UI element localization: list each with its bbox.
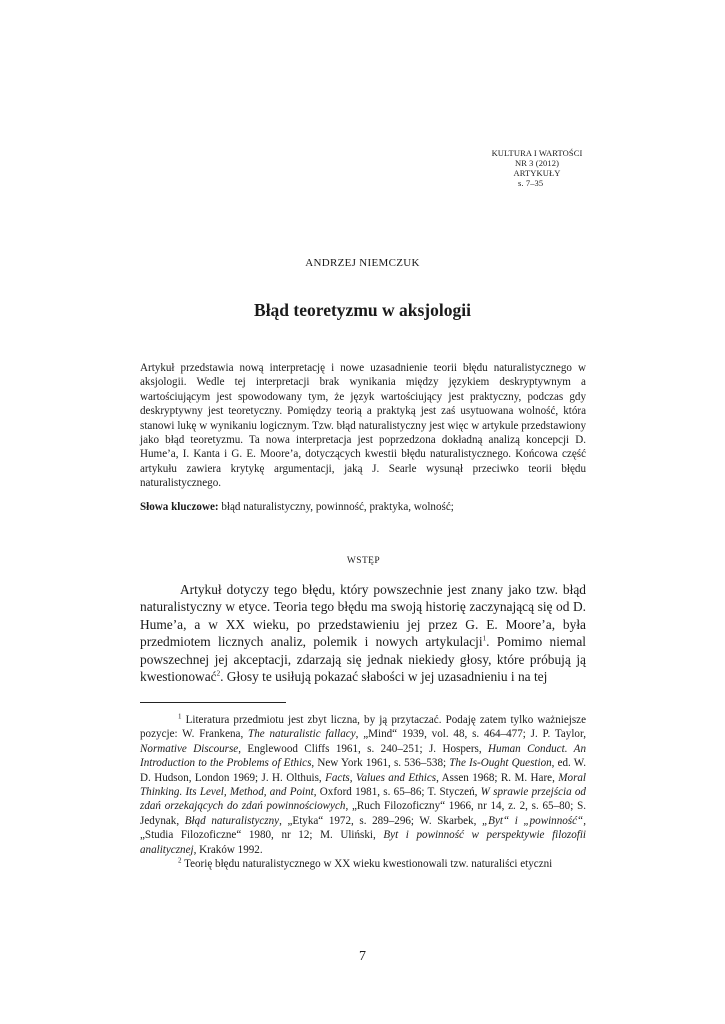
cited-title: Błąd naturalistyczny	[184, 814, 280, 827]
keywords	[140, 500, 586, 514]
cited-title: Byt i powinność w perspektywie filozofii analitycznej	[140, 829, 586, 856]
footnote-text: , Englewood Cliffs 1961, s. 240–251; J. Hospers,	[238, 742, 489, 755]
footnote-text: , ed. W. D. Hudson, London 1969; J. H. Olthuis,	[140, 757, 586, 784]
footnote-mark: 1	[178, 712, 182, 721]
journal-issue: NR 3 (2012)	[514, 158, 560, 168]
journal-info	[482, 148, 592, 188]
footnote-text: , „Mind“ 1939, vol. 48, s. 464–477; J. P. Taylor,	[355, 728, 586, 741]
page-number: 7	[359, 949, 366, 964]
footnote-ref-1[interactable]: 1	[482, 634, 487, 643]
footnote-text: , Kraków 1992.	[193, 843, 263, 856]
journal-name: KULTURA I WARTOŚCI	[491, 148, 583, 158]
footnote-text: , New York 1961, s. 536–538;	[311, 757, 450, 770]
body-text-part: Artykuł dotyczy tego błędu, który powszechnie jest znany jako tzw. błąd naturalistyczny w etyce. Teoria tego błędu ma swoją historię zaczynającą się od D. Hume’a, a w XX wieku, po przedstawieniu jej przez G. E. Moore’a, była przedmiotem licznych analiz, polemik i nowych artykulacji	[140, 582, 586, 650]
footnote-separator	[140, 702, 286, 703]
footnote-text: , „Etyka“ 1972, s. 289–296; W. Skarbek,	[279, 814, 482, 827]
cited-title: The Is-Ought Question	[449, 757, 552, 770]
cited-title: Moral Thinking. Its Level, Method, and Point	[140, 771, 587, 799]
author-name: ANDRZEJ NIEMCZUK	[305, 257, 420, 269]
article-title: Błąd teoretyzmu w aksjologii	[254, 300, 471, 320]
journal-pages: s. 7–35	[518, 178, 544, 188]
footnote-1	[140, 713, 586, 857]
footnote-2	[140, 857, 586, 871]
footnote-ref-2[interactable]: 2	[216, 669, 221, 678]
footnote-mark: 2	[178, 856, 182, 865]
abstract: Artykuł przedstawia nową interpretację i nowe uzasadnienie teorii błędu naturalistycznego w aksjologii. Wedle tej interpretacji brak wynikania między językiem deskryptywnym a wartościującym jest spowodowany tym, że język wartościujący jest praktyczny, podczas gdy deskryptywny jest teoretyczny. Pomiędzy teorią a praktyką jest zaś usytuowana wolność, która stanowi lukę w wynikaniu logicznym. Tzw. błąd naturalistyczny jest więc w artykule przedstawiony jako błąd teoretyzmu. Ta nowa interpretacja jest poprzedzona dokładną analizą koncepcji D. Hume’a, I. Kanta i G. E. Moore’a, dotyczących kwestii błędu naturalistycznego. Końcowa część artykułu zawiera krytykę argumentacji, jaką J. Searle wysunął przeciwko teorii błędu naturalistycznego.	[140, 362, 586, 490]
cited-title: W sprawie przejścia od zdań orzekających do zdań powinnościowych	[140, 786, 586, 813]
footnote-text: , „Ruch Filozoficzny“ 1966, nr 14, z. 2, s. 65–80; S. Jedynak,	[140, 800, 587, 827]
footnote-text: , „Studia Filozoficzne“ 1980, nr 12; M. Uliński,	[140, 814, 587, 842]
cited-title: Human Conduct. An Introduction to the Problems of Ethics	[140, 742, 586, 770]
footnotes	[140, 713, 586, 871]
section-heading: WSTĘP	[346, 556, 381, 566]
footnote-text: Teorię błędu naturalistycznego w XX wieku kwestionowali tzw. naturaliści etyczni	[181, 858, 553, 871]
cited-title: Facts, Values and Ethics	[325, 771, 437, 784]
cited-title: Normative Discourse	[140, 742, 239, 755]
cited-title: The naturalistic fallacy	[248, 728, 356, 741]
footnote-text: Literatura przedmiotu jest zbyt liczna, by ją przytaczać. Podaję zatem tylko ważniejsze pozycje: W. Frankena,	[140, 714, 586, 741]
footnote-text: , Assen 1968; R. M. Hare,	[436, 771, 559, 784]
body-text-part: . Głosy te usiłują pokazać słabości w jej uzasadnieniu i na tej	[220, 669, 548, 685]
footnote-text: , Oxford 1981, s. 65–86; T. Styczeń,	[313, 786, 481, 799]
cited-title: „Byt“ i „powinność“	[482, 814, 584, 827]
keywords-text: błąd naturalistyczny, powinność, praktyka, wolność;	[218, 501, 454, 513]
keywords-label: Słowa kluczowe:	[140, 501, 219, 513]
journal-section: ARTYKUŁY	[513, 168, 561, 178]
body-text-part: . Pomimo niemal powszechnej jej akceptacji, zdarzają się jednak niekiedy głosy, które próbują ją kwestionować	[140, 634, 586, 685]
body-paragraph	[140, 581, 586, 685]
